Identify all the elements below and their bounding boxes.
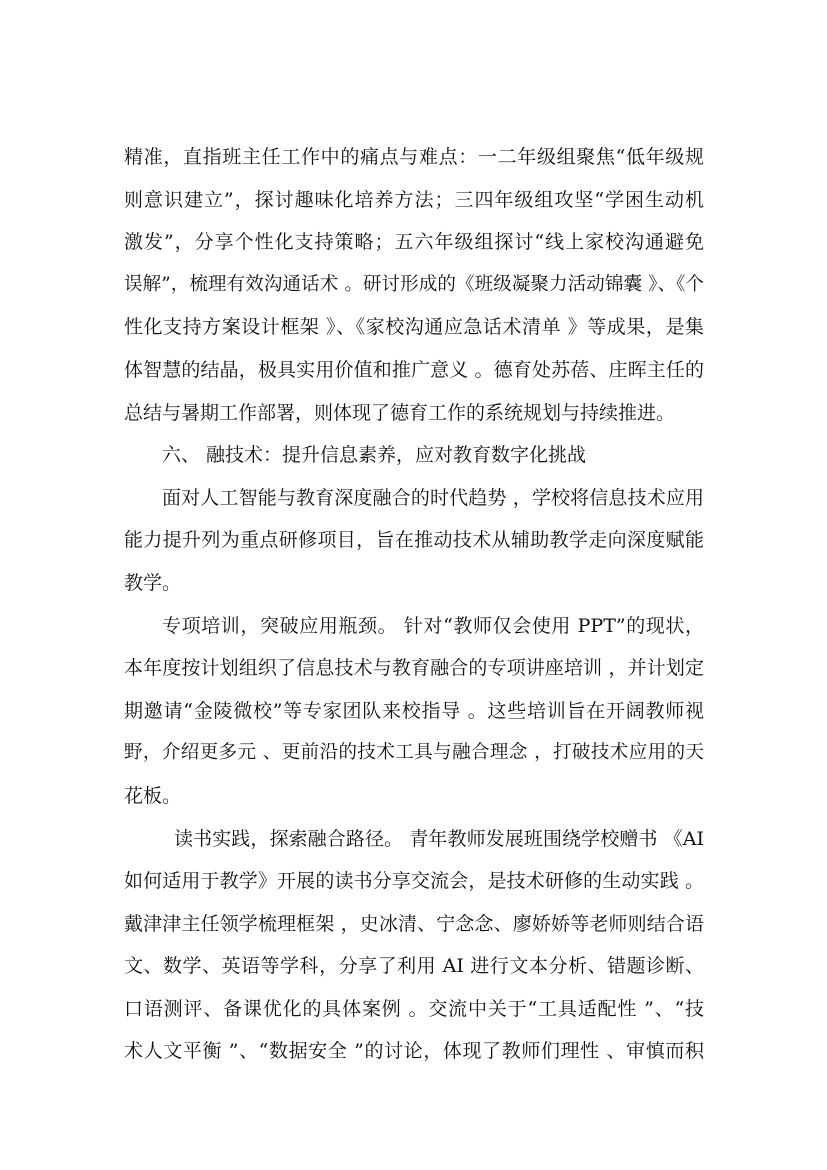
body-text: [124, 136, 704, 1073]
text-line: 能力提升列为重点研修项目，旨在推动技术从辅助教学走向深度赋能: [124, 529, 704, 552]
text-line: 如何适用于教学》开展的读书分享交流会，是技术研修的生动实践 。: [124, 870, 704, 893]
text-line: 面对人工智能与教育深度融合的时代趋势 ，学校将信息技术应用: [162, 486, 704, 509]
text-line: 术人文平衡 ”、“数据安全 ”的讨论，体现了教师们理性 、审慎而积: [124, 1040, 704, 1063]
text-line: 读书实践，探索融合路径。 青年教师发展班围绕学校赠书 《AI: [174, 827, 704, 850]
text-line: 体智慧的结晶，极具实用价值和推广意义 。德育处苏蓓、庄晖主任的: [124, 358, 704, 381]
text-line: 误解”，梳理有效沟通话术 。研讨形成的《班级凝聚力活动锦囊 》、《个: [124, 273, 704, 295]
text-line: 戴津津主任领学梳理框架 ，史冰清、宁念念、廖娇娇等老师则结合语: [124, 912, 704, 935]
text-line: 本年度按计划组织了信息技术与教育融合的专项讲座培训 ，并计划定: [124, 657, 704, 680]
text-line: 专项培训，突破应用瓶颈。 针对“教师仅会使用 PPT”的现状，: [162, 614, 704, 637]
text-line: 则意识建立”，探讨趣味化培养方法；三四年级组攻坚“学困生动机: [124, 188, 704, 211]
text-line: 文、数学、英语等学科，分享了利用 AI 进行文本分析、错题诊断、: [124, 955, 704, 978]
text-line: 性化支持方案设计框架 》、《家校沟通应急话术清单 》等成果，是集: [124, 316, 704, 339]
text-line: 激发”，分享个性化支持策略；五六年级组探讨“线上家校沟通避免: [124, 231, 704, 254]
text-line: 野，介绍更多元 、更前沿的技术工具与融合理念 ，打破技术应用的天: [124, 742, 704, 764]
text-line: 总结与暑期工作部署，则体现了德育工作的系统规划与持续推进。: [124, 401, 676, 424]
text-line: 花板。: [124, 784, 182, 807]
text-line: 精准，直指班主任工作中的痛点与难点：一二年级组聚焦“低年级规: [124, 146, 704, 168]
text-line: 口语测评、备课优化的具体案例 。交流中关于“工具适配性 ”、“技: [124, 997, 704, 1020]
text-line: 期邀请“金陵微校”等专家团队来校指导 。这些培训旨在开阔教师视: [124, 699, 704, 722]
text-line: 六、 融技术：提升信息素养，应对教育数字化挑战: [162, 444, 587, 467]
text-line: 教学。: [124, 571, 182, 594]
